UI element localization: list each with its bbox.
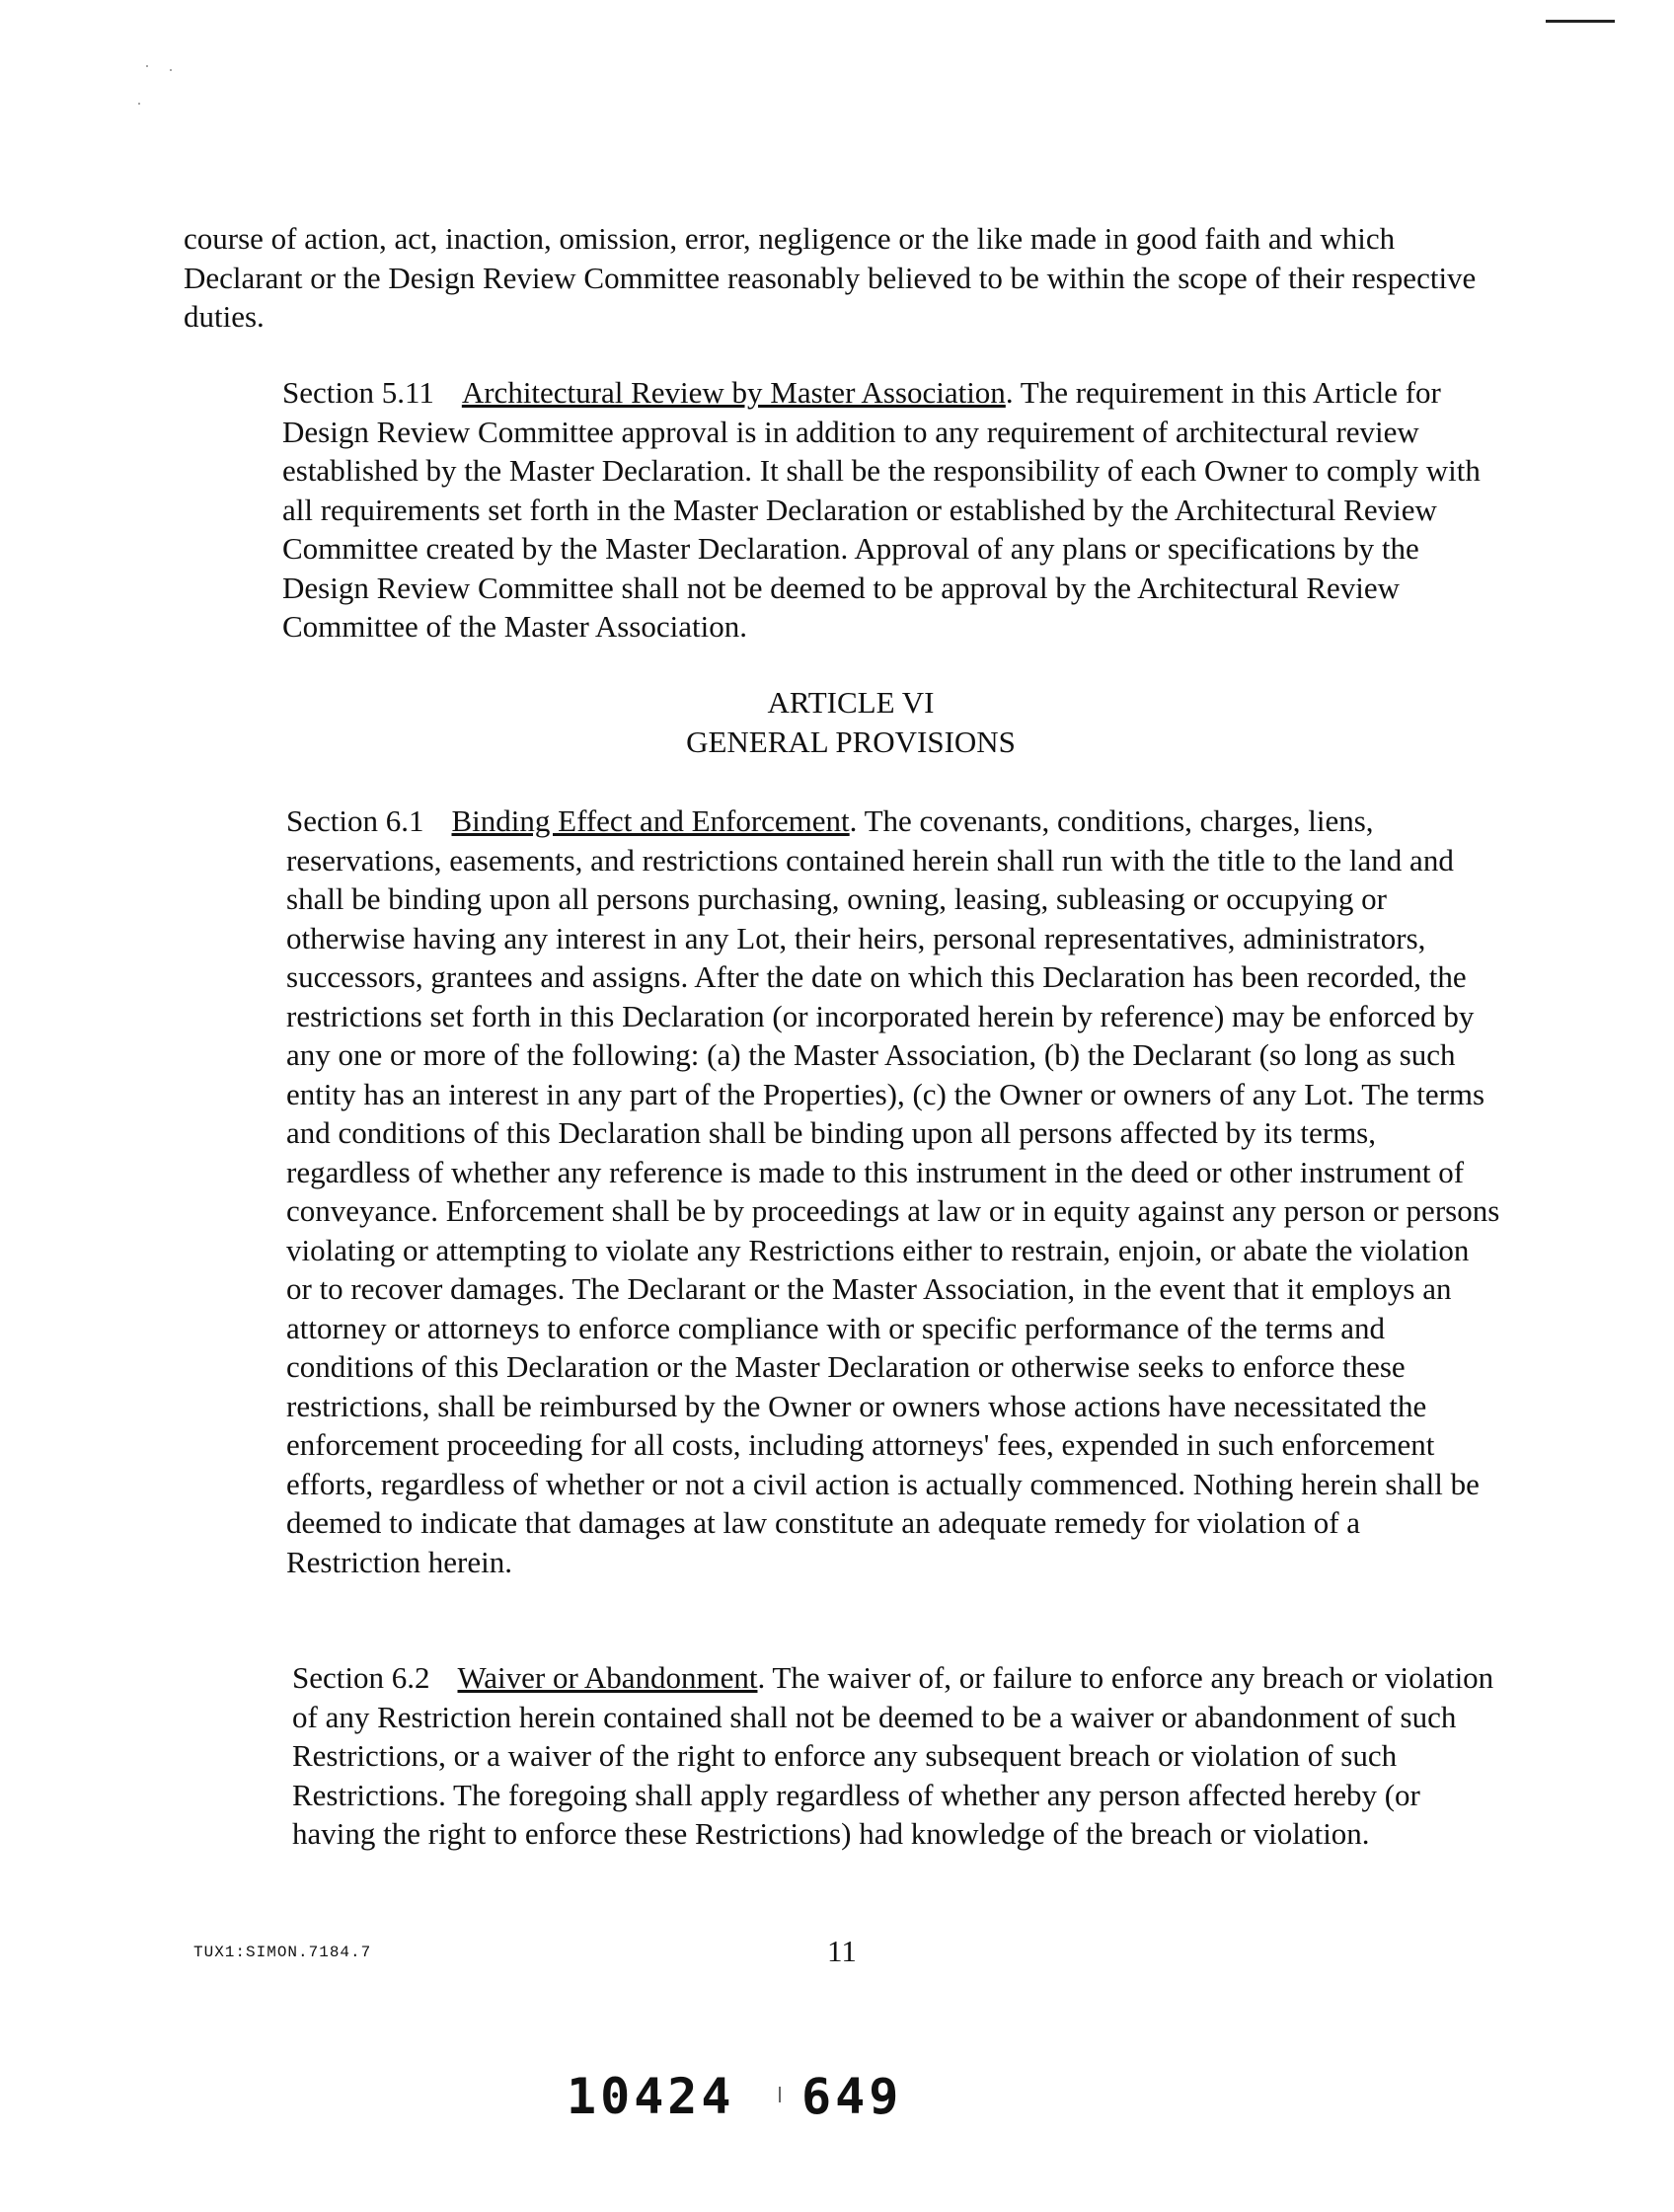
article-title: GENERAL PROVISIONS bbox=[686, 725, 1016, 759]
section-6-2-paragraph bbox=[193, 1658, 1506, 1854]
section-6-2-title: Waiver or Abandonment bbox=[457, 1660, 758, 1695]
section-5-11-title: Architectural Review by Master Association bbox=[461, 375, 1006, 410]
page-number: 11 bbox=[827, 1934, 857, 1968]
scan-speck bbox=[170, 69, 172, 71]
scan-corner-mark bbox=[1546, 20, 1615, 23]
continuation-paragraph: course of action, act, inaction, omission, error, negligence or the like made in good faith and which Declarant or the Design Review Committee reasonably believed to be within the scope of their respective duties. bbox=[184, 221, 1477, 334]
section-5-11-paragraph bbox=[184, 373, 1496, 647]
section-5-11-number: Section 5.11 bbox=[282, 375, 434, 410]
section-6-1-body: . The covenants, conditions, charges, liens, reservations, easements, and restrictions contained herein shall run with the title to the land and shall be binding upon all persons purchasing, owning, leasing, subleasing or occupying or otherwise having any interest in any Lot, their heirs, personal representatives, administrators, successors, grantees and assigns. After the date on which this Declaration has been recorded, the restrictions set forth in this Declaration (or incorporated herein by reference) may be enforced by any one or more of the following: (a) the Master Association, (b) the Declarant (so long as such entity has an interest in any part of the Properties), (c) the Owner or owners of any Lot. The terms and conditions of this Declaration shall be binding upon all persons affected by its terms, regardless of whether any reference is made to this instrument in the deed or other instrument of conveyance. Enforcement shall be by proceedings at law or in equity against any person or persons violating or attempting to violate any Restrictions either to restrain, enjoin, or abate the violation or to recover damages. The Declarant or the Master Association, in the event that it employs an attorney or attorneys to enforce compliance with or specific performance of the terms and conditions of this Declaration or the Master Declaration or otherwise seeks to enforce these restrictions, shall be reimbursed by the Owner or owners whose actions have necessitated the enforcement proceeding for all costs, including attorneys' fees, expended in such enforcement efforts, regardless of whether or not a civil action is actually commenced. Nothing herein shall be deemed to indicate that damages at law constitute an adequate remedy for violation of a Restriction herein. bbox=[286, 803, 1500, 1579]
scan-speck bbox=[146, 65, 148, 67]
recording-book-number: 10424 bbox=[567, 2068, 735, 2125]
section-6-2-body: . The waiver of, or failure to enforce any breach or violation of any Restriction herein contained shall not be deemed to be a waiver or abandonment of such Restrictions, or a waiver of the right to enforce any subsequent breach or violation of such Restrictions. The foregoing shall apply regardless of whether any person affected hereby (or having the right to enforce these Restrictions) had knowledge of the breach or violation. bbox=[292, 1660, 1494, 1851]
document-footer-code: TUX1:SIMON.7184.7 bbox=[193, 1944, 372, 1961]
recording-stamp-separator bbox=[779, 2087, 781, 2102]
recording-page-number: 649 bbox=[801, 2068, 903, 2125]
section-6-1-paragraph bbox=[188, 801, 1500, 1581]
section-6-2-number: Section 6.2 bbox=[292, 1660, 430, 1695]
scan-speck bbox=[138, 103, 140, 105]
article-number: ARTICLE VI bbox=[767, 685, 935, 720]
section-6-1-title: Binding Effect and Enforcement bbox=[451, 803, 850, 838]
section-5-11-body: . The requirement in this Article for Design Review Committee approval is in addition to any requirement of architectural review established by the Master Declaration. It shall be the responsibility of each Owner to comply with all requirements set forth in the Master Declaration or established by the Architectural Review Committee created by the Master Declaration. Approval of any plans or specifications by the Design Review Committee shall not be deemed to be approval by the Architectural Review Committee of the Master Association. bbox=[282, 375, 1481, 644]
section-6-1-number: Section 6.1 bbox=[286, 803, 424, 838]
